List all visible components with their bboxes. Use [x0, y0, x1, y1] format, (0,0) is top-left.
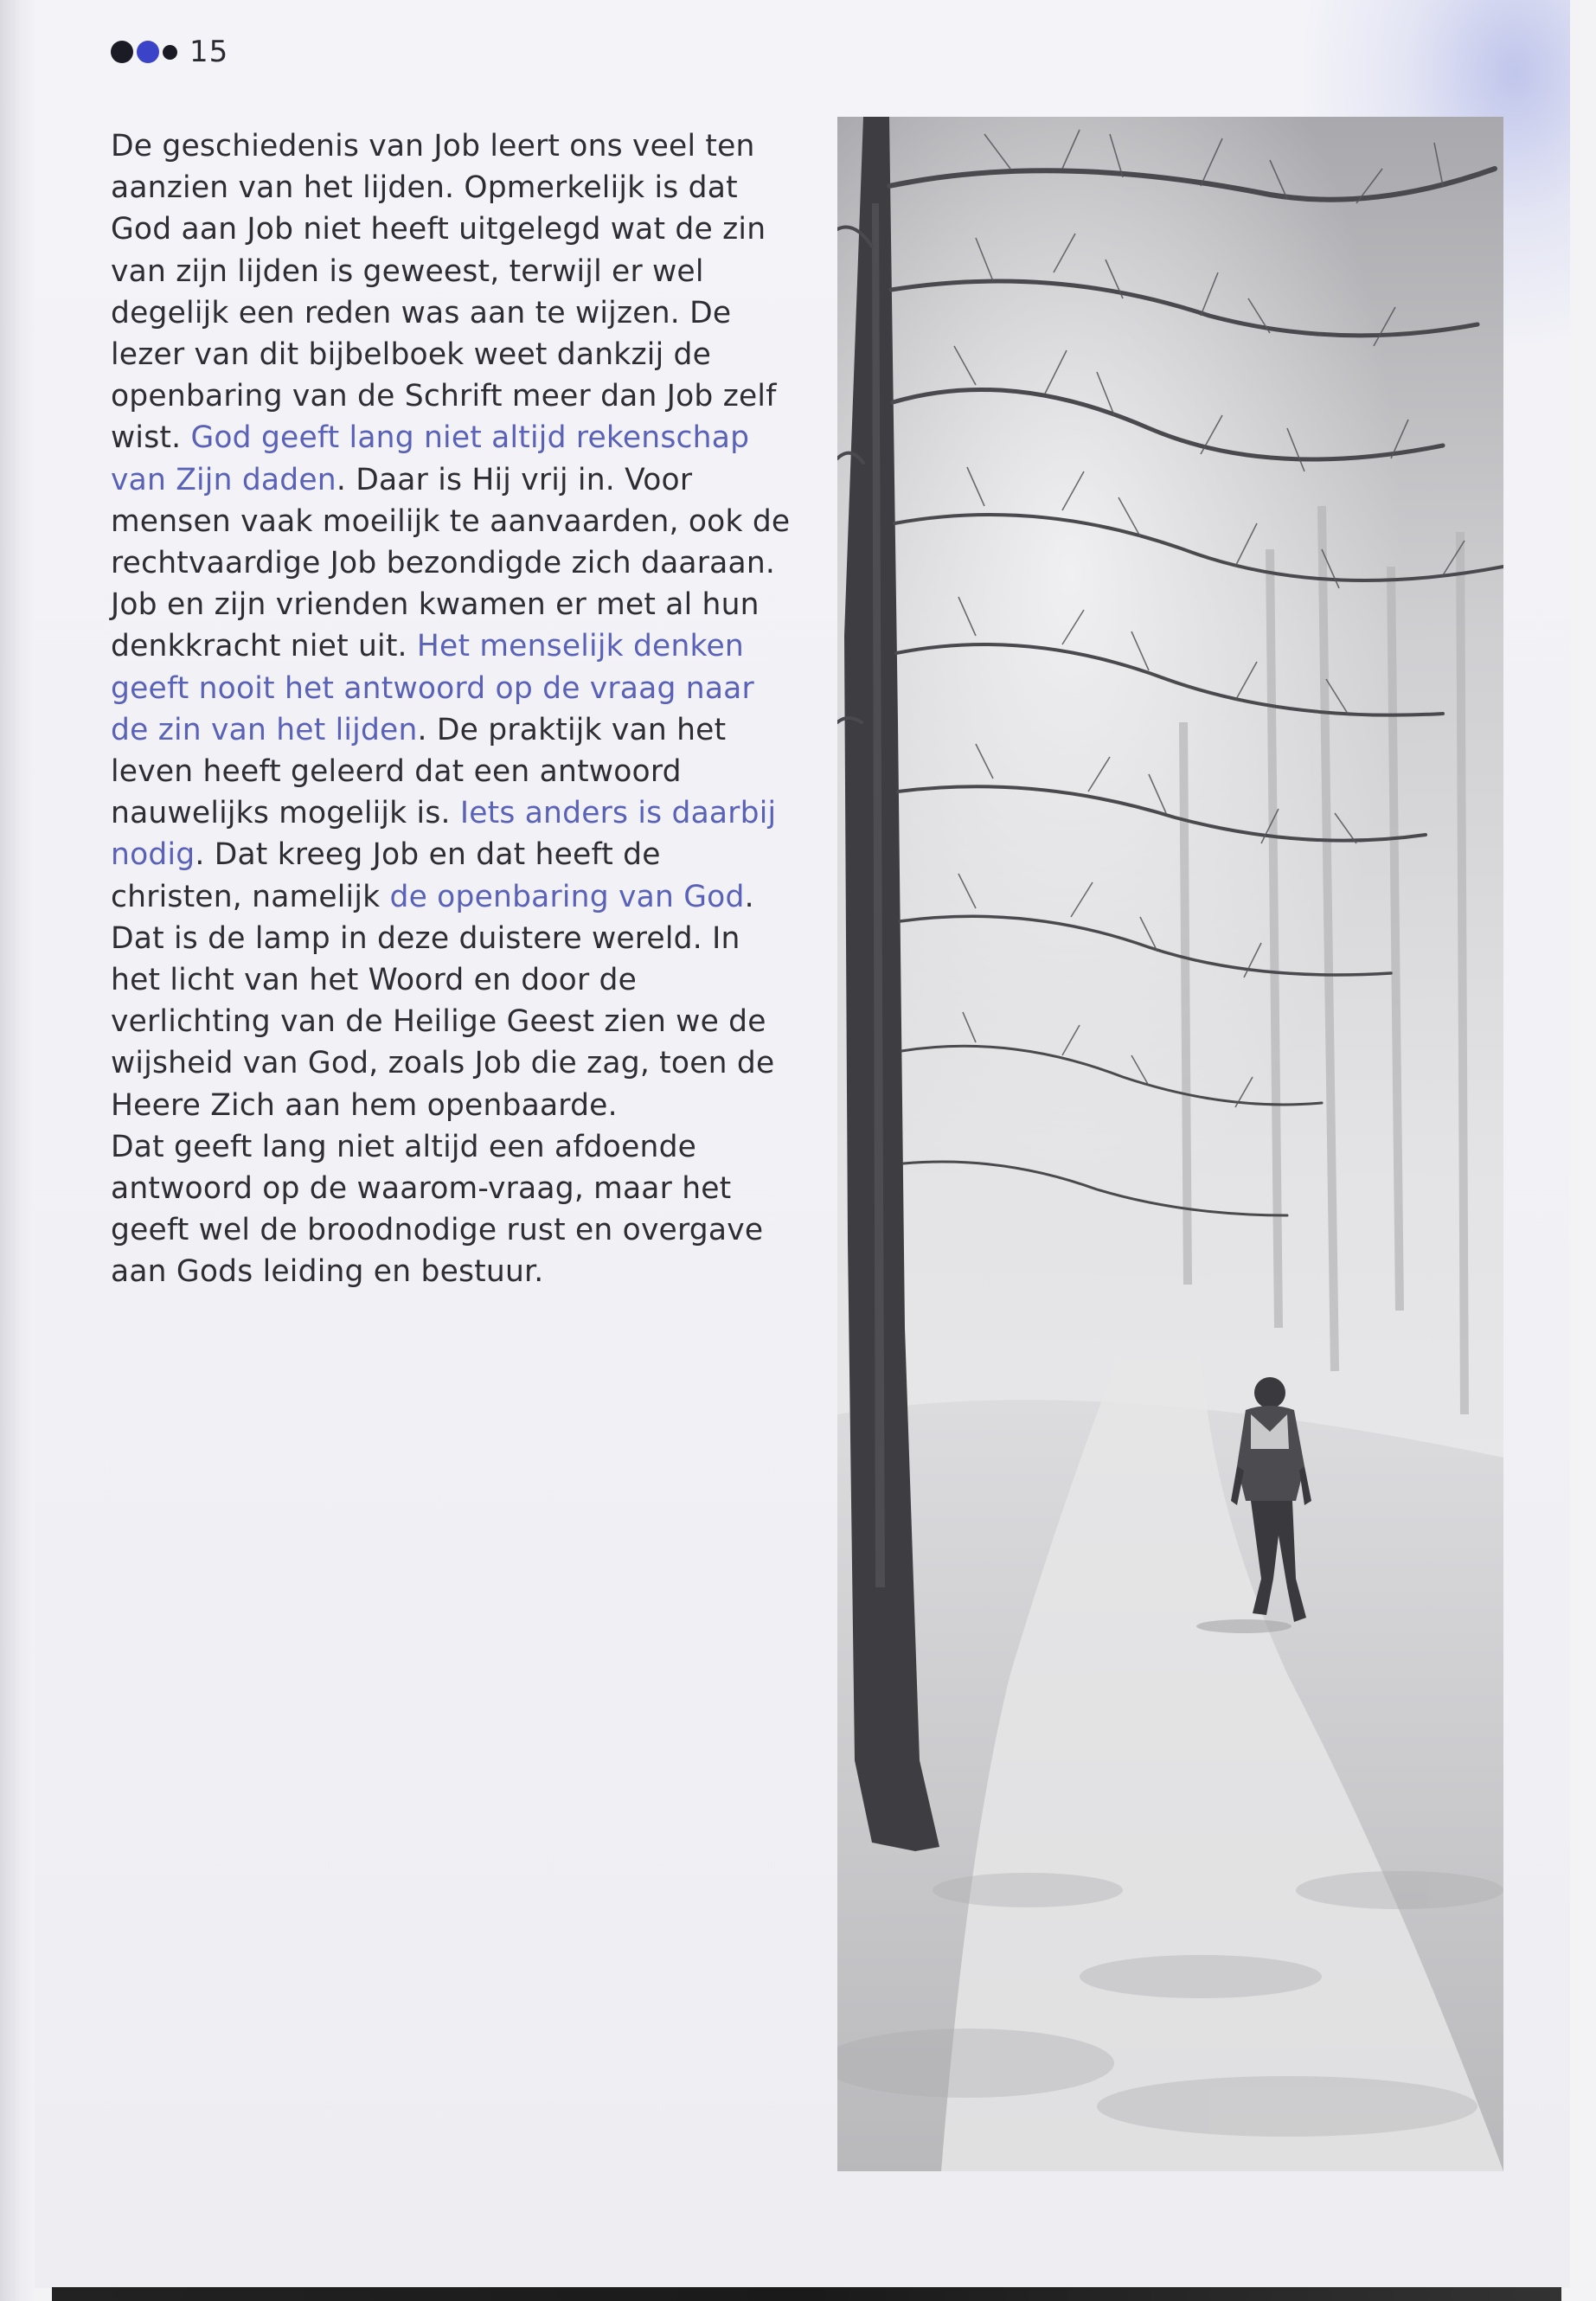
highlighted-phrase: de openbaring van God	[389, 879, 745, 914]
book-bottom-edge	[52, 2287, 1561, 2301]
text-segment: . De praktijk van het leven heeft geleerd dat een antwoord nauwelijks mogelijk is.	[111, 712, 727, 831]
page-edge-shadow	[0, 0, 35, 2301]
folio	[111, 35, 228, 69]
text-segment: . Daar is Hij vrij in. Voor mensen vaak moeilijk te aanvaarden, ook de rechtvaardige Job bezondigde zich daaraan. Job en zijn vrienden kwamen er met al hun denkkracht niet uit.	[111, 462, 791, 664]
folio-dot-icon	[111, 41, 133, 63]
text-segment: . Dat is de lamp in deze duistere wereld. In het licht van het Woord en door de verlichting van de Heilige Geest zien we de wijsheid van God, zoals Job die zag, toen de Heere Zich aan hem openbaarde.	[111, 879, 775, 1123]
forest-path-photo	[837, 117, 1503, 2171]
highlighted-phrase: God geeft lang niet altijd rekenschap van Zijn daden	[111, 420, 750, 497]
highlighted-phrase: Iets anders is daarbij nodig	[111, 796, 777, 873]
text-segment: . Dat kreeg Job en dat heeft de christen, namelijk	[111, 837, 661, 914]
body-text	[111, 125, 794, 1293]
page-number: 15	[189, 35, 229, 69]
highlighted-phrase: Het menselijk denken geeft nooit het antwoord op de vraag naar de zin van het lijden	[111, 629, 754, 747]
text-segment: De geschiedenis van Job leert ons veel ten aanzien van het lijden. Opmerkelijk is dat God aan Job niet heeft uitgelegd wat de zin van zijn lijden is geweest, terwijl er wel degelijk een reden was aan te wijzen. De lezer van dit bijbelboek weet dankzij de openbaring van de Schrift meer dan Job zelf wist.	[111, 129, 777, 456]
paragraph-2: Dat geeft lang niet altijd een afdoende antwoord op de waarom-vraag, maar het geeft wel de broodnodige rust en overgave aan Gods leiding en bestuur.	[111, 1129, 764, 1290]
folio-dot-blue-icon	[137, 41, 159, 63]
paragraph-1	[111, 125, 794, 1126]
folio-dot-small-icon	[163, 45, 177, 60]
